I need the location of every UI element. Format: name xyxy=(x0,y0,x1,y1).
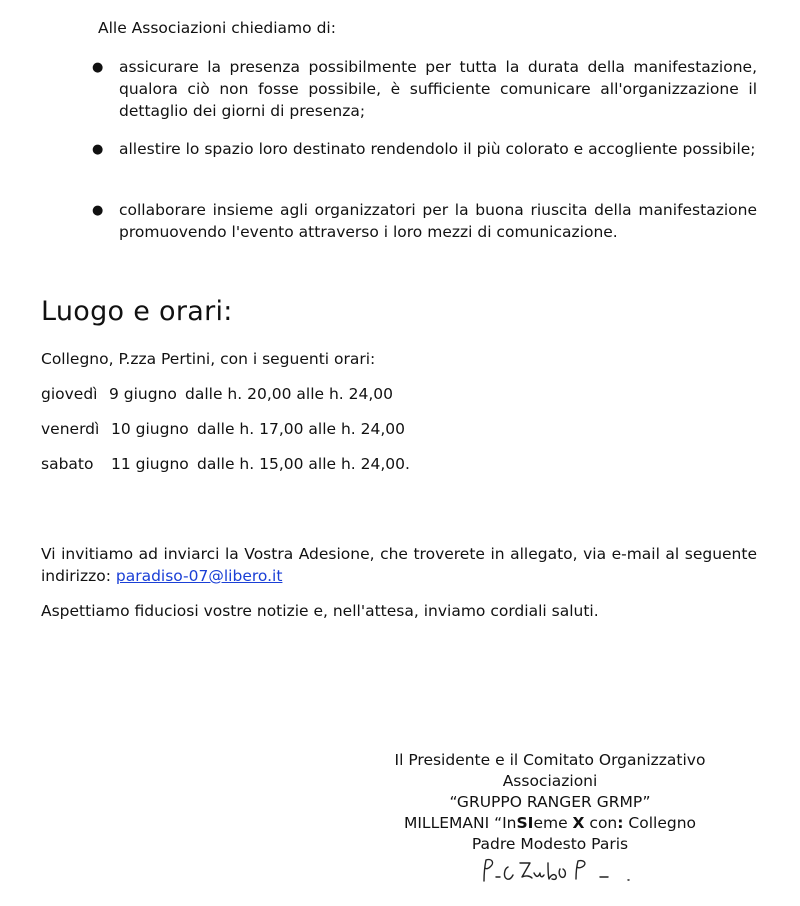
schedule-date: 10 giugno xyxy=(111,420,189,438)
bullet-icon: ● xyxy=(92,60,104,75)
intro-text: Alle Associazioni chiediamo di: xyxy=(98,19,336,37)
schedule-row xyxy=(41,455,410,473)
schedule-date: 11 giugno xyxy=(111,455,189,473)
schedule-row xyxy=(41,420,405,438)
section-title: Luogo e orari: xyxy=(41,296,233,327)
list-item: assicurare la presenza possibilmente per tutta la durata della manifestazione, qualora ciò non fosse possibile, è sufficiente comunicare all'organizzazione il dettaglio dei giorni di presenza; xyxy=(119,58,757,120)
schedule-hours: dalle h. 20,00 alle h. 24,00 xyxy=(185,385,394,403)
greeting-text: Aspettiamo fiduciosi vostre notizie e, nell'attesa, inviamo cordiali saluti. xyxy=(41,602,599,620)
email-link[interactable]: paradiso-07@libero.it xyxy=(115,567,283,585)
signature-line-group: “GRUPPO RANGER GRMP” xyxy=(449,793,651,811)
bullet-icon: ● xyxy=(92,142,104,157)
schedule-date: 9 giugno xyxy=(109,385,177,403)
signature-line-president: Il Presidente e il Comitato Organizzativo xyxy=(394,751,706,769)
list-item: collaborare insieme agli organizzatori per la buona riuscita della manifestazione promuovendo l'evento attraverso i loro mezzi di comunicazione. xyxy=(119,201,757,241)
schedule-day: venerdì xyxy=(41,420,100,438)
place-text: Collegno, P.zza Pertini, con i seguenti orari: xyxy=(41,350,376,368)
signature-line-associations: Associazioni xyxy=(502,772,598,790)
signature-line-millemani: MILLEMANI “InSIeme X con: Collegno xyxy=(403,814,696,832)
signature-block xyxy=(370,750,730,855)
schedule-row xyxy=(41,385,393,403)
schedule-day: giovedì xyxy=(41,385,98,403)
list-item: allestire lo spazio loro destinato rendendolo il più colorato e accogliente possibile; xyxy=(119,140,756,158)
signature-line-name: Padre Modesto Paris xyxy=(471,835,629,853)
bullet-icon: ● xyxy=(92,203,104,218)
handwritten-signature-icon xyxy=(478,855,648,887)
schedule-day: sabato xyxy=(41,455,94,473)
schedule-hours: dalle h. 15,00 alle h. 24,00. xyxy=(197,455,410,473)
invite-paragraph xyxy=(41,543,757,587)
invite-text: Vi invitiamo ad inviarci la Vostra Adesione, che troverete in allegato, via e-mail al seguente indirizzo: xyxy=(41,545,757,585)
schedule-hours: dalle h. 17,00 alle h. 24,00 xyxy=(197,420,406,438)
